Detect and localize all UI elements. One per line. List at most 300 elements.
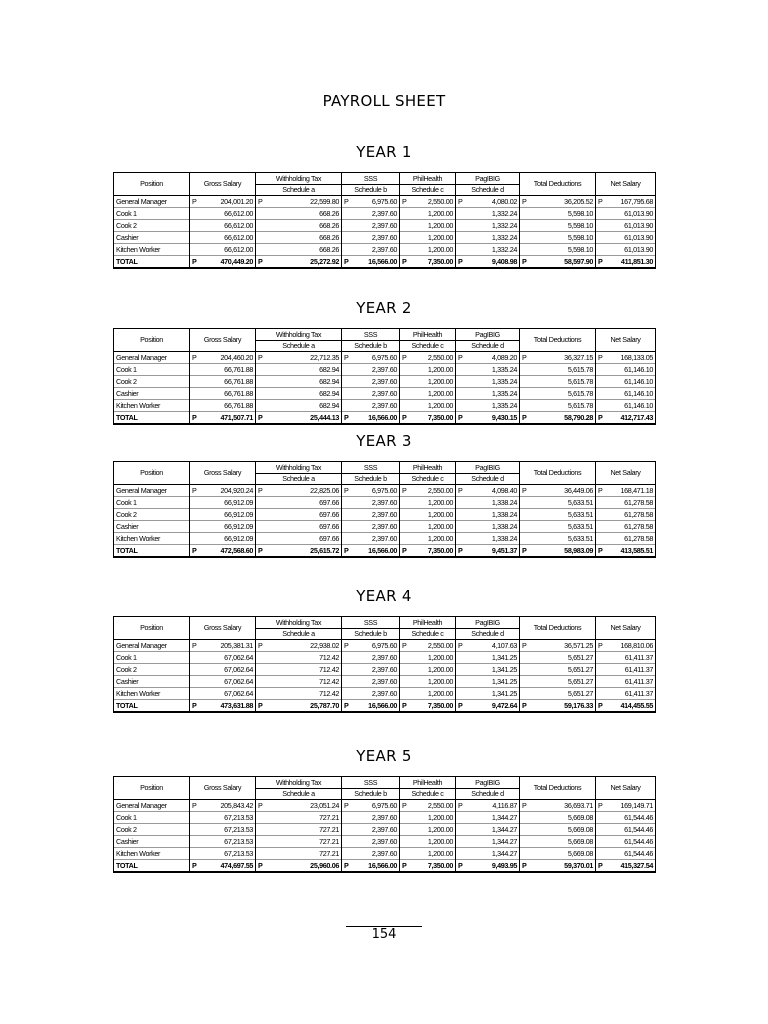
cell-value: 6,975.60 (371, 640, 397, 650)
table-row (114, 232, 656, 244)
header-schedule-a: Schedule a (256, 474, 342, 485)
cell-sss: 2,397.60 (342, 232, 400, 244)
cell-deductions: 5,598.10 (520, 220, 596, 232)
header-gross-salary: Gross Salary (190, 777, 256, 800)
total-row (114, 412, 656, 425)
cell-deductions: 5,669.08 (520, 812, 596, 824)
cell-deductions: 5,669.08 (520, 836, 596, 848)
cell-pagibig (456, 412, 520, 425)
header-total-deductions: Total Deductions (520, 777, 596, 800)
cell-sss: 2,397.60 (342, 848, 400, 860)
header-withholding-tax: Withholding Tax (256, 617, 342, 629)
cell-gross: 66,761.88 (190, 364, 256, 376)
cell-net: 61,278.58 (596, 497, 656, 509)
cell-value: 2,550.00 (427, 196, 453, 206)
currency-symbol: P (258, 485, 263, 495)
currency-symbol: P (192, 196, 197, 206)
currency-symbol: P (192, 412, 197, 422)
cell-deductions (520, 196, 596, 208)
cell-wtax: 668.26 (256, 244, 342, 256)
cell-position: Cashier (114, 388, 190, 400)
cell-value: 7,350.00 (427, 256, 453, 266)
header-schedule-d: Schedule d (456, 474, 520, 485)
cell-value: 4,107.63 (491, 640, 517, 650)
currency-symbol: P (192, 700, 197, 710)
header-schedule-c: Schedule c (400, 474, 456, 485)
cell-philhealth: 1,200.00 (400, 388, 456, 400)
cell-value: 204,920.24 (220, 485, 253, 495)
cell-value: 6,975.60 (371, 485, 397, 495)
cell-pagibig (456, 352, 520, 364)
cell-value: 22,825.06 (310, 485, 339, 495)
cell-value: 22,599.80 (310, 196, 339, 206)
currency-symbol: P (192, 545, 197, 555)
cell-gross: 66,912.09 (190, 509, 256, 521)
cell-net: 61,146.10 (596, 400, 656, 412)
cell-net (596, 860, 656, 873)
cell-wtax: 682.94 (256, 364, 342, 376)
cell-sss: 2,397.60 (342, 688, 400, 700)
header-net-salary: Net Salary (596, 329, 656, 352)
cell-wtax: 727.21 (256, 836, 342, 848)
currency-symbol: P (344, 800, 349, 810)
cell-wtax: 697.66 (256, 497, 342, 509)
cell-gross: 66,761.88 (190, 388, 256, 400)
cell-position: General Manager (114, 352, 190, 364)
currency-symbol: P (598, 485, 603, 495)
header-schedule-c: Schedule c (400, 629, 456, 640)
table-row (114, 388, 656, 400)
cell-pagibig (456, 196, 520, 208)
cell-value: 204,001.20 (220, 196, 253, 206)
cell-net (596, 196, 656, 208)
cell-net: 61,411.37 (596, 676, 656, 688)
currency-symbol: P (598, 700, 603, 710)
cell-pagibig: 1,335.24 (456, 376, 520, 388)
cell-philhealth: 1,200.00 (400, 521, 456, 533)
cell-sss (342, 860, 400, 873)
currency-symbol: P (402, 352, 407, 362)
cell-value: 473,631.88 (220, 700, 253, 710)
currency-symbol: P (192, 800, 197, 810)
cell-philhealth: 1,200.00 (400, 509, 456, 521)
cell-deductions: 5,633.51 (520, 533, 596, 545)
header-withholding-tax: Withholding Tax (256, 329, 342, 341)
cell-pagibig: 1,341.25 (456, 664, 520, 676)
cell-pagibig: 1,335.24 (456, 388, 520, 400)
cell-net (596, 700, 656, 713)
total-row (114, 545, 656, 558)
cell-value: 25,615.72 (310, 545, 339, 555)
cell-wtax (256, 640, 342, 652)
cell-deductions: 5,633.51 (520, 509, 596, 521)
cell-sss: 2,397.60 (342, 521, 400, 533)
table-row (114, 208, 656, 220)
cell-value: 9,493.95 (491, 860, 517, 870)
table-row (114, 352, 656, 364)
cell-deductions: 5,615.78 (520, 400, 596, 412)
currency-symbol: P (458, 860, 463, 870)
cell-wtax: 697.66 (256, 533, 342, 545)
header-schedule-c: Schedule c (400, 341, 456, 352)
cell-philhealth: 1,200.00 (400, 688, 456, 700)
cell-net (596, 640, 656, 652)
cell-deductions (520, 860, 596, 873)
cell-net (596, 256, 656, 269)
cell-pagibig: 1,344.27 (456, 848, 520, 860)
currency-symbol: P (258, 352, 263, 362)
cell-net: 61,411.37 (596, 664, 656, 676)
currency-symbol: P (458, 640, 463, 650)
table-row (114, 509, 656, 521)
header-schedule-c: Schedule c (400, 185, 456, 196)
cell-philhealth: 1,200.00 (400, 533, 456, 545)
cell-wtax (256, 196, 342, 208)
currency-symbol: P (402, 196, 407, 206)
table-row (114, 800, 656, 812)
table-row (114, 824, 656, 836)
cell-gross (190, 800, 256, 812)
cell-gross: 66,612.00 (190, 220, 256, 232)
currency-symbol: P (522, 196, 527, 206)
cell-net (596, 412, 656, 425)
currency-symbol: P (402, 545, 407, 555)
cell-philhealth (400, 640, 456, 652)
cell-position: Cook 2 (114, 664, 190, 676)
year-title: YEAR 2 (356, 299, 412, 317)
table-row (114, 688, 656, 700)
header-philhealth: PhilHealth (400, 777, 456, 789)
cell-gross: 66,612.00 (190, 232, 256, 244)
header-gross-salary: Gross Salary (190, 617, 256, 640)
cell-philhealth (400, 412, 456, 425)
cell-net: 61,544.46 (596, 836, 656, 848)
cell-position: Cashier (114, 521, 190, 533)
cell-wtax: 668.26 (256, 208, 342, 220)
cell-value: 36,327.15 (564, 352, 593, 362)
currency-symbol: P (458, 256, 463, 266)
cell-sss (342, 256, 400, 269)
cell-gross (190, 412, 256, 425)
cell-gross: 66,761.88 (190, 376, 256, 388)
cell-deductions (520, 545, 596, 558)
header-sss: SSS (342, 329, 400, 341)
cell-philhealth: 1,200.00 (400, 376, 456, 388)
year-block (113, 298, 655, 425)
cell-wtax: 712.42 (256, 676, 342, 688)
currency-symbol: P (402, 640, 407, 650)
cell-value: 6,975.60 (371, 196, 397, 206)
currency-symbol: P (344, 412, 349, 422)
header-schedule-d: Schedule d (456, 789, 520, 800)
page-number: 154 (371, 927, 397, 942)
cell-value: 2,550.00 (427, 485, 453, 495)
cell-pagibig: 1,338.24 (456, 509, 520, 521)
cell-philhealth: 1,200.00 (400, 652, 456, 664)
cell-philhealth: 1,200.00 (400, 676, 456, 688)
currency-symbol: P (522, 352, 527, 362)
currency-symbol: P (598, 412, 603, 422)
cell-value: 4,080.02 (491, 196, 517, 206)
cell-gross: 67,213.53 (190, 836, 256, 848)
cell-value: 36,693.71 (564, 800, 593, 810)
cell-net: 61,013.90 (596, 220, 656, 232)
cell-sss (342, 545, 400, 558)
currency-symbol: P (258, 412, 263, 422)
cell-value: 2,550.00 (427, 640, 453, 650)
cell-sss: 2,397.60 (342, 376, 400, 388)
cell-sss (342, 352, 400, 364)
cell-philhealth: 1,200.00 (400, 812, 456, 824)
currency-symbol: P (458, 800, 463, 810)
cell-value: 16,566.00 (368, 545, 397, 555)
cell-value: 415,327.54 (620, 860, 653, 870)
header-net-salary: Net Salary (596, 173, 656, 196)
cell-sss: 2,397.60 (342, 509, 400, 521)
cell-gross (190, 640, 256, 652)
currency-symbol: P (344, 352, 349, 362)
cell-sss: 2,397.60 (342, 836, 400, 848)
cell-deductions (520, 485, 596, 497)
table-row (114, 376, 656, 388)
cell-value: 4,116.87 (492, 800, 517, 810)
header-withholding-tax: Withholding Tax (256, 777, 342, 789)
header-schedule-b: Schedule b (342, 341, 400, 352)
cell-philhealth: 1,200.00 (400, 664, 456, 676)
cell-net: 61,146.10 (596, 388, 656, 400)
cell-wtax: 682.94 (256, 388, 342, 400)
cell-wtax: 727.21 (256, 824, 342, 836)
cell-pagibig: 1,332.24 (456, 232, 520, 244)
cell-value: 59,370.01 (564, 860, 593, 870)
header-total-deductions: Total Deductions (520, 329, 596, 352)
cell-position: Cook 1 (114, 812, 190, 824)
currency-symbol: P (344, 256, 349, 266)
cell-value: 168,471.18 (620, 485, 653, 495)
cell-gross: 66,612.00 (190, 208, 256, 220)
year-block (113, 746, 655, 873)
cell-gross (190, 485, 256, 497)
header-schedule-b: Schedule b (342, 629, 400, 640)
cell-value: 58,790.28 (564, 412, 593, 422)
cell-net: 61,146.10 (596, 376, 656, 388)
cell-gross: 66,612.00 (190, 244, 256, 256)
cell-sss: 2,397.60 (342, 364, 400, 376)
currency-symbol: P (192, 485, 197, 495)
table-row (114, 400, 656, 412)
cell-position: Cook 2 (114, 509, 190, 521)
header-schedule-b: Schedule b (342, 474, 400, 485)
cell-wtax: 727.21 (256, 812, 342, 824)
table-row (114, 220, 656, 232)
cell-position: Cook 2 (114, 824, 190, 836)
cell-position: General Manager (114, 800, 190, 812)
cell-gross: 67,062.64 (190, 676, 256, 688)
currency-symbol: P (522, 256, 527, 266)
cell-gross (190, 352, 256, 364)
cell-net: 61,013.90 (596, 244, 656, 256)
cell-value: 59,176.33 (564, 700, 593, 710)
cell-philhealth: 1,200.00 (400, 848, 456, 860)
payroll-table (113, 328, 656, 425)
cell-net: 61,544.46 (596, 812, 656, 824)
cell-pagibig (456, 545, 520, 558)
cell-value: 25,272.92 (310, 256, 339, 266)
cell-wtax: 697.66 (256, 509, 342, 521)
currency-symbol: P (258, 800, 263, 810)
header-schedule-b: Schedule b (342, 789, 400, 800)
cell-wtax: 697.66 (256, 521, 342, 533)
cell-wtax: 712.42 (256, 688, 342, 700)
header-pagibig: PagIBIG (456, 462, 520, 474)
header-schedule-d: Schedule d (456, 341, 520, 352)
payroll-table (113, 461, 656, 558)
cell-value: 25,444.13 (310, 412, 339, 422)
cell-deductions: 5,598.10 (520, 244, 596, 256)
cell-position: Kitchen Worker (114, 400, 190, 412)
header-total-deductions: Total Deductions (520, 462, 596, 485)
cell-philhealth: 1,200.00 (400, 824, 456, 836)
currency-symbol: P (192, 256, 197, 266)
cell-value: 36,571.25 (564, 640, 593, 650)
header-net-salary: Net Salary (596, 777, 656, 800)
header-schedule-d: Schedule d (456, 629, 520, 640)
header-gross-salary: Gross Salary (190, 173, 256, 196)
header-sss: SSS (342, 777, 400, 789)
cell-value: 474,697.55 (220, 860, 253, 870)
header-position: Position (114, 173, 190, 196)
cell-philhealth: 1,200.00 (400, 364, 456, 376)
year-title: YEAR 5 (356, 747, 412, 765)
currency-symbol: P (598, 800, 603, 810)
cell-deductions: 5,598.10 (520, 232, 596, 244)
cell-position: Cashier (114, 676, 190, 688)
cell-position: Cashier (114, 836, 190, 848)
cell-value: 205,381.31 (220, 640, 253, 650)
currency-symbol: P (522, 485, 527, 495)
cell-philhealth: 1,200.00 (400, 497, 456, 509)
cell-value: 471,507.71 (220, 412, 253, 422)
cell-sss: 2,397.60 (342, 388, 400, 400)
cell-position: TOTAL (114, 860, 190, 873)
cell-value: 16,566.00 (368, 412, 397, 422)
cell-sss: 2,397.60 (342, 664, 400, 676)
cell-value: 7,350.00 (427, 412, 453, 422)
cell-position: Kitchen Worker (114, 688, 190, 700)
cell-sss (342, 800, 400, 812)
cell-wtax (256, 860, 342, 873)
cell-sss (342, 412, 400, 425)
cell-position: TOTAL (114, 412, 190, 425)
table-row (114, 812, 656, 824)
cell-gross: 67,062.64 (190, 652, 256, 664)
currency-symbol: P (458, 412, 463, 422)
cell-wtax (256, 545, 342, 558)
currency-symbol: P (522, 545, 527, 555)
header-total-deductions: Total Deductions (520, 173, 596, 196)
currency-symbol: P (522, 640, 527, 650)
cell-wtax (256, 700, 342, 713)
cell-sss: 2,397.60 (342, 400, 400, 412)
table-row (114, 640, 656, 652)
cell-gross: 66,761.88 (190, 400, 256, 412)
currency-symbol: P (522, 800, 527, 810)
cell-wtax (256, 800, 342, 812)
cell-philhealth (400, 545, 456, 558)
cell-wtax: 682.94 (256, 400, 342, 412)
cell-pagibig: 1,344.27 (456, 812, 520, 824)
cell-deductions: 5,633.51 (520, 521, 596, 533)
header-pagibig: PagIBIG (456, 329, 520, 341)
cell-philhealth (400, 485, 456, 497)
cell-wtax: 727.21 (256, 848, 342, 860)
cell-deductions: 5,615.78 (520, 376, 596, 388)
currency-symbol: P (598, 860, 603, 870)
cell-wtax (256, 412, 342, 425)
cell-gross (190, 256, 256, 269)
cell-value: 7,350.00 (427, 860, 453, 870)
cell-sss: 2,397.60 (342, 208, 400, 220)
cell-deductions: 5,651.27 (520, 688, 596, 700)
table-row (114, 244, 656, 256)
cell-sss: 2,397.60 (342, 652, 400, 664)
cell-value: 58,597.90 (564, 256, 593, 266)
cell-pagibig (456, 640, 520, 652)
cell-value: 25,960.06 (310, 860, 339, 870)
year-block (113, 142, 655, 269)
cell-value: 36,205.52 (564, 196, 593, 206)
currency-symbol: P (598, 196, 603, 206)
cell-net: 61,278.58 (596, 509, 656, 521)
cell-value: 168,133.05 (620, 352, 653, 362)
cell-net: 61,278.58 (596, 533, 656, 545)
cell-pagibig: 1,344.27 (456, 824, 520, 836)
header-position: Position (114, 329, 190, 352)
cell-gross: 67,213.53 (190, 848, 256, 860)
currency-symbol: P (458, 352, 463, 362)
cell-philhealth (400, 700, 456, 713)
cell-pagibig (456, 860, 520, 873)
header-pagibig: PagIBIG (456, 173, 520, 185)
cell-pagibig: 1,341.25 (456, 676, 520, 688)
cell-position: Kitchen Worker (114, 244, 190, 256)
currency-symbol: P (402, 800, 407, 810)
cell-gross: 67,062.64 (190, 664, 256, 676)
table-row (114, 485, 656, 497)
cell-pagibig: 1,335.24 (456, 364, 520, 376)
cell-gross: 66,912.09 (190, 497, 256, 509)
cell-deductions: 5,669.08 (520, 848, 596, 860)
cell-pagibig: 1,344.27 (456, 836, 520, 848)
cell-position: Kitchen Worker (114, 533, 190, 545)
currency-symbol: P (598, 352, 603, 362)
cell-wtax (256, 485, 342, 497)
currency-symbol: P (598, 256, 603, 266)
currency-symbol: P (402, 700, 407, 710)
cell-philhealth (400, 860, 456, 873)
cell-position: Cashier (114, 232, 190, 244)
currency-symbol: P (522, 412, 527, 422)
currency-symbol: P (458, 545, 463, 555)
header-schedule-b: Schedule b (342, 185, 400, 196)
cell-sss: 2,397.60 (342, 824, 400, 836)
cell-value: 16,566.00 (368, 860, 397, 870)
cell-philhealth: 1,200.00 (400, 400, 456, 412)
cell-value: 16,566.00 (368, 700, 397, 710)
header-pagibig: PagIBIG (456, 617, 520, 629)
cell-pagibig (456, 256, 520, 269)
cell-gross: 66,912.09 (190, 533, 256, 545)
